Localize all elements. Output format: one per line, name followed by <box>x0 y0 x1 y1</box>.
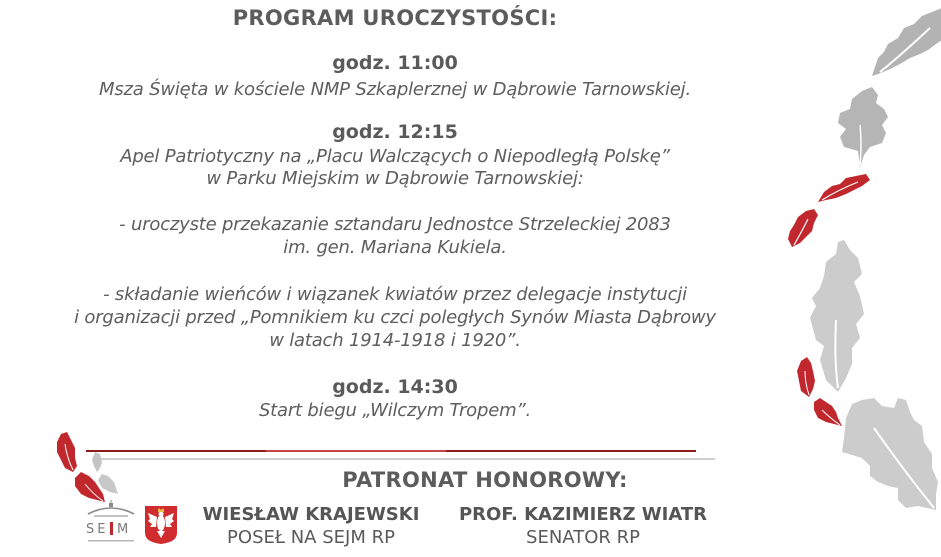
sejm-logo-icon <box>80 500 142 546</box>
event-description: im. gen. Mariana Kukiela. <box>283 237 507 258</box>
patron-role: SENATOR RP <box>526 527 640 548</box>
patron-wiatr <box>452 504 714 548</box>
patron-role: POSEŁ NA SEJM RP <box>227 527 395 548</box>
divider-red <box>86 450 696 452</box>
divider-gray <box>100 458 715 460</box>
event-time-1: godz. 11:00 <box>332 52 458 74</box>
oak-leaf-gray-icon <box>98 474 118 494</box>
oak-leaf-red-icon <box>55 432 77 472</box>
event-description: - składanie wieńców i wiązanek kwiatów przez delegacje instytucji <box>103 284 687 305</box>
oak-leaf-gray-icon <box>92 452 102 472</box>
event-description: Msza Święta w kościele NMP Szkaplerznej w Dąbrowie Tarnowskiej. <box>99 79 691 100</box>
oak-leaf-red-icon <box>795 357 817 397</box>
event-description: Start biegu „Wilczym Tropem”. <box>258 400 532 421</box>
event-time-3: godz. 14:30 <box>332 376 458 398</box>
oak-leaf-light-gray-icon <box>808 240 878 392</box>
patron-name: PROF. KAZIMIERZ WIATR <box>458 504 708 525</box>
event-description: Apel Patriotyczny na „Placu Walczących o Niepodległą Polskę” <box>120 146 670 167</box>
event-description: w Parku Miejskim w Dąbrowie Tarnowskiej: <box>206 168 584 189</box>
event-description: - uroczyste przekazanie sztandaru Jednostce Strzeleckiej 2083 <box>119 214 671 235</box>
patron-krajewski <box>196 504 426 548</box>
oak-leaf-red-icon <box>818 172 870 202</box>
event-description: i organizacji przed „Pomnikiem ku czci poległych Synów Miasta Dąbrowy <box>74 307 716 328</box>
oak-leaf-light-gray-icon <box>842 398 938 510</box>
polish-eagle-emblem-icon <box>144 505 178 545</box>
patron-name: WIESŁAW KRAJEWSKI <box>202 504 420 525</box>
event-time-2: godz. 12:15 <box>332 121 458 143</box>
oak-leaf-gray-icon <box>870 8 941 78</box>
oak-leaf-red-icon <box>812 398 842 428</box>
svg-text:M: M <box>117 522 129 537</box>
oak-leaf-gray-icon <box>836 85 891 167</box>
event-description: w latach 1914-1918 i 1920”. <box>269 330 521 351</box>
patronat-title: PATRONAT HONOROWY: <box>342 468 628 492</box>
program-title: PROGRAM UROCZYSTOŚCI: <box>232 6 558 30</box>
svg-text:SE: SE <box>86 522 109 537</box>
